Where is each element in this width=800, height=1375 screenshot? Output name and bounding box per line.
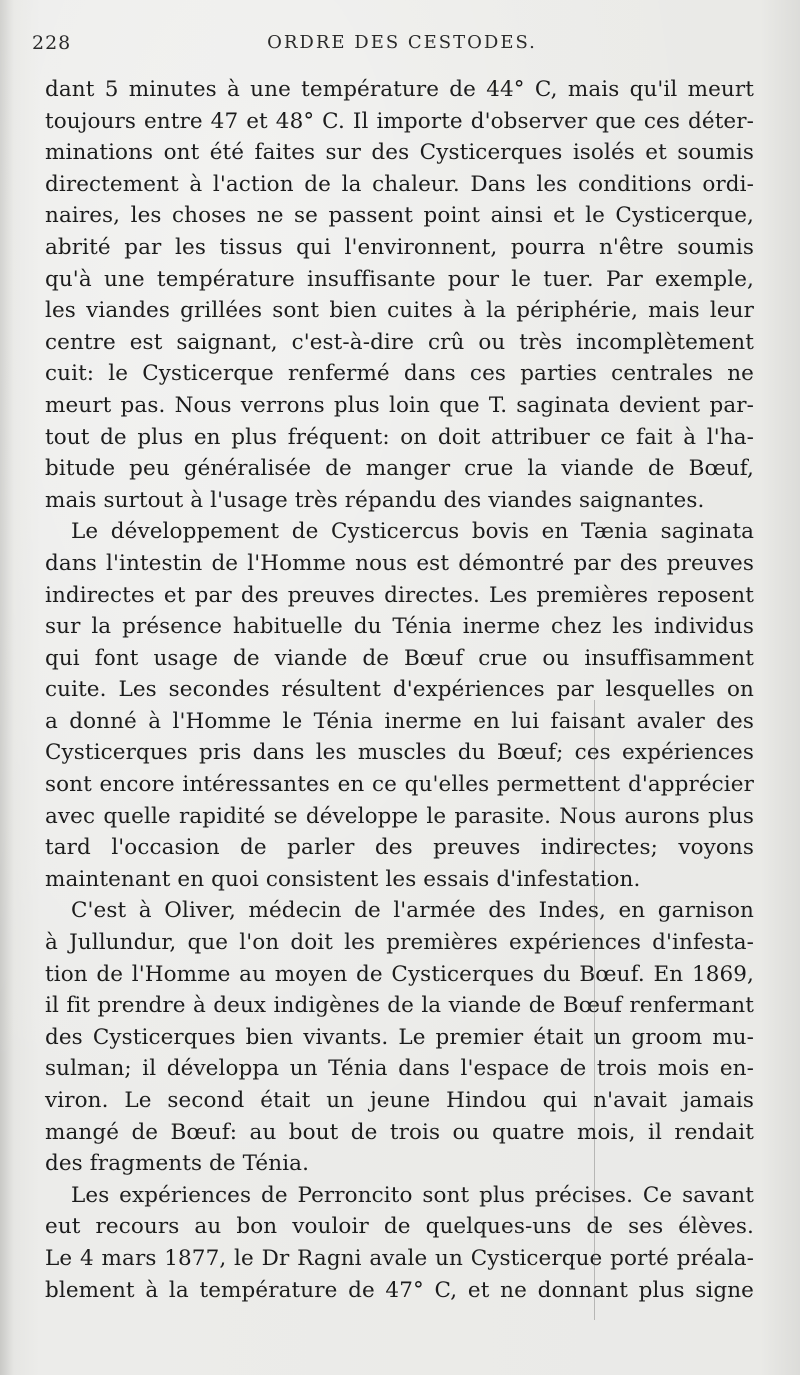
text-line: Les expériences de Perroncito sont plus précises. Ce savant bbox=[71, 1182, 754, 1208]
text-line: Le 4 mars 1877, le Dr Ragni avale un Cysticerque porté préala- bbox=[45, 1245, 754, 1271]
text-line: mais surtout à l'usage très répandu des viandes saignantes. bbox=[45, 487, 705, 513]
page-header bbox=[32, 30, 772, 66]
text-line: a donné à l'Homme le Ténia inerme en lui faisant avaler des bbox=[45, 708, 754, 734]
text-line: eut recours au bon vouloir de quelques-uns de ses élèves. bbox=[45, 1214, 754, 1240]
text-line: à Jullundur, que l'on doit les premières expériences d'infesta- bbox=[45, 930, 754, 956]
text-line: sont encore intéressantes en ce qu'elles permettent d'apprécier bbox=[45, 772, 754, 798]
text-line: qui font usage de viande de Bœuf crue ou insuffisamment bbox=[45, 645, 754, 671]
text-line: les viandes grillées sont bien cuites à la périphérie, mais leur bbox=[45, 298, 754, 324]
pencil-mark-margin bbox=[594, 700, 595, 1320]
text-line: des Cysticerques bien vivants. Le premier était un groom mu- bbox=[45, 1024, 754, 1050]
text-line: avec quelle rapidité se développe le parasite. Nous aurons plus bbox=[45, 803, 754, 829]
text-line: qu'à une température insuffisante pour le tuer. Par exemple, bbox=[45, 266, 754, 292]
text-line: minations ont été faites sur des Cysticerques isolés et soumis bbox=[45, 140, 754, 166]
text-line: mangé de Bœuf: au bout de trois ou quatre mois, il rendait bbox=[45, 1119, 754, 1145]
body-text bbox=[45, 74, 754, 1306]
text-line: sulman; il développa un Ténia dans l'espace de trois mois en- bbox=[45, 1056, 754, 1082]
text-line: sur la présence habituelle du Ténia inerme chez les individus bbox=[45, 614, 754, 640]
text-line: tout de plus en plus fréquent: on doit attribuer ce fait à l'ha- bbox=[45, 424, 754, 450]
text-line: indirectes et par des preuves directes. Les premières reposent bbox=[45, 582, 754, 608]
text-line: il fit prendre à deux indigènes de la viande de Bœuf renfermant bbox=[45, 993, 754, 1019]
text-line: cuit: le Cysticerque renfermé dans ces parties centrales ne bbox=[45, 361, 754, 387]
text-line: directement à l'action de la chaleur. Dans les conditions ordi- bbox=[45, 171, 754, 197]
text-line: toujours entre 47 et 48° C. Il importe d'observer que ces déter- bbox=[45, 108, 754, 134]
text-line: meurt pas. Nous verrons plus loin que T. saginata devient par- bbox=[45, 392, 754, 418]
text-line: viron. Le second était un jeune Hindou qui n'avait jamais bbox=[45, 1088, 754, 1113]
text-line: blement à la température de 47° C, et ne donnant plus signe bbox=[45, 1277, 754, 1303]
text-line: C'est à Oliver, médecin de l'armée des Indes, en garnison bbox=[71, 898, 754, 924]
page-number: 228 bbox=[32, 32, 72, 54]
text-line: dans l'intestin de l'Homme nous est démontré par des preuves bbox=[45, 550, 754, 576]
text-line: cuite. Les secondes résultent d'expériences par lesquelles on bbox=[45, 677, 754, 703]
text-line: tard l'occasion de parler des preuves indirectes; voyons bbox=[45, 835, 754, 861]
text-line: tion de l'Homme au moyen de Cysticerques du Bœuf. En 1869, bbox=[45, 961, 754, 987]
text-line: maintenant en quoi consistent les essais d'infestation. bbox=[45, 866, 641, 892]
text-line: bitude peu généralisée de manger crue la viande de Bœuf, bbox=[45, 456, 754, 482]
text-line: des fragments de Ténia. bbox=[45, 1151, 310, 1177]
text-line: naires, les choses ne se passent point ainsi et le Cysticerque, bbox=[45, 203, 754, 229]
text-line: abrité par les tissus qui l'environnent, pourra n'être soumis bbox=[45, 234, 754, 260]
text-line: centre est saignant, c'est-à-dire crû ou très incomplètement bbox=[45, 329, 754, 355]
text-line: Cysticerques pris dans les muscles du Bœuf; ces expériences bbox=[45, 740, 754, 766]
text-line: dant 5 minutes à une température de 44° C, mais qu'il meurt bbox=[45, 77, 754, 102]
running-title: ORDRE DES CESTODES. bbox=[267, 32, 537, 53]
text-line: Le développement de Cysticercus bovis en Tænia saginata bbox=[71, 519, 754, 545]
